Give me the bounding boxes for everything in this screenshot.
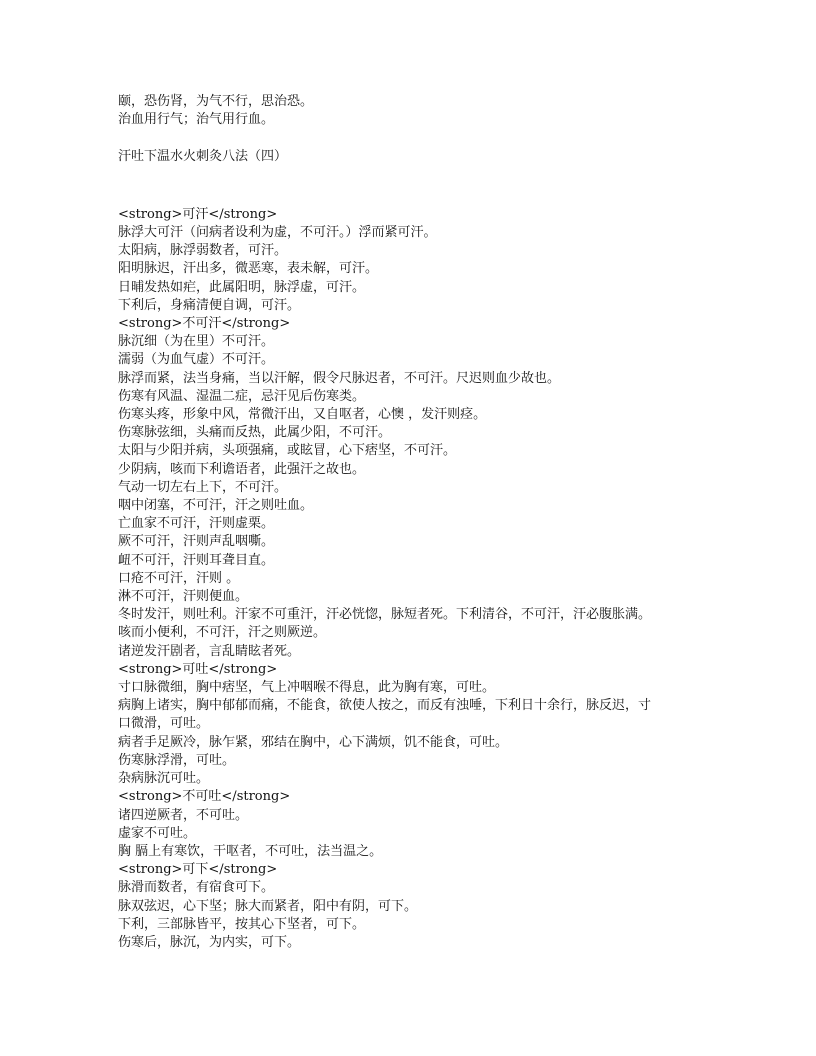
subheading-line: <strong>可吐</strong> — [118, 661, 278, 677]
text-line: 治血用行气；治气用行血。 — [118, 112, 275, 128]
text-line: 口微滑，可吐。 — [118, 716, 210, 732]
text-line: 杂病脉沉可吐。 — [118, 771, 210, 787]
text-line: 脉滑而数者，有宿食可下。 — [118, 880, 275, 896]
text-line: 寸口脉微细，胸中痞坚，气上冲咽喉不得息，此为胸有寒，可吐。 — [118, 680, 496, 696]
subheading-line: <strong>不可汗</strong> — [118, 316, 291, 332]
text-line: 气动一切左右上下，不可汗。 — [118, 479, 288, 495]
text-line: 少阴病，咳而下利谵语者，此强汗之故也。 — [118, 461, 366, 477]
paragraph-gap — [118, 166, 718, 206]
text-line: 淋不可汗，汗则便血。 — [118, 589, 249, 605]
text-line: 濡弱（为血气虚）不可汗。 — [118, 352, 275, 368]
paragraph-gap — [118, 129, 718, 147]
text-line: 脉浮大可汗（问病者设利为虚，不可汗。）浮而紧可汗。 — [118, 225, 437, 240]
text-line: 伤寒后，脉沉，为内实，可下。 — [118, 934, 301, 950]
text-line: 脉浮而紧，法当身痛，当以汗解，假令尺脉迟者，不可汗。尺迟则血少故也。 — [118, 370, 561, 386]
text-line: 亡血家不可汗，汗则虚栗。 — [118, 516, 275, 532]
text-line: 颐，恐伤肾，为气不行，思治恐。 — [118, 94, 314, 109]
text-line: 病胸上诸实，胸中郁郁而痛，不能食，欲使人按之，而反有浊唾，下利日十余行，脉反迟，寸 — [118, 698, 652, 714]
text-line: 脉沉细（为在里）不可汗。 — [118, 334, 275, 350]
text-line: 日晡发热如疟，此属阳明，脉浮虚，可汗。 — [118, 279, 366, 295]
text-line: 咳而小便利，不可汗，汗之则厥逆。 — [118, 625, 327, 641]
text-line: 伤寒有风温、湿温二症，忌汗见后伤寒类。 — [118, 388, 366, 404]
section-title: 汗吐下温水火刺灸八法（四） — [118, 148, 288, 164]
text-line: 诸逆发汗剧者，言乱睛眩者死。 — [118, 643, 301, 659]
text-line: 太阳病，脉浮弱数者，可汗。 — [118, 243, 288, 259]
text-line: 太阳与少阳并病，头项强痛，或眩冒，心下痞坚，不可汗。 — [118, 443, 457, 459]
text-line: 虚家不可吐。 — [118, 825, 197, 841]
text-line: 伤寒脉浮滑，可吐。 — [118, 752, 236, 768]
text-line: 口疮不可汗，汗则 。 — [118, 570, 240, 586]
text-line: 胸 膈上有寒饮，干呕者，不可吐，法当温之。 — [118, 843, 383, 859]
text-line: 阳明脉迟，汗出多，微恶寒，表未解，可汗。 — [118, 261, 379, 277]
text-line: 咽中闭塞，不可汗，汗之则吐血。 — [118, 498, 314, 514]
text-line: 衄不可汗，汗则耳聋目直。 — [118, 552, 275, 568]
subheading-line: <strong>不可吐</strong> — [118, 789, 291, 805]
text-line: 伤寒脉弦细，头痛而反热，此属少阳，不可汗。 — [118, 425, 392, 441]
text-line: 病者手足厥冷，脉乍紧，邪结在胸中，心下满烦，饥不能食，可吐。 — [118, 734, 509, 750]
text-line: 厥不可汗，汗则声乱咽嘶。 — [118, 534, 275, 550]
subheading-line: <strong>可汗</strong> — [118, 206, 278, 222]
text-line: 下利，三部脉皆平，按其心下坚者，可下。 — [118, 916, 366, 932]
text-line: 下利后，身痛清便自调，可汗。 — [118, 297, 301, 313]
text-line: 诸四逆厥者，不可吐。 — [118, 807, 249, 823]
text-line: 伤寒头疼，形象中风，常微汗出，又自呕者，心懊 ，发汗则痉。 — [118, 407, 487, 423]
text-line: 脉双弦迟，心下坚；脉大而紧者，阳中有阴，可下。 — [118, 898, 418, 914]
document-page — [118, 93, 718, 952]
text-line: 冬时发汗，则吐利。汗家不可重汗，汗必恍惚，脉短者死。下利清谷，不可汗，汗必腹胀满。 — [118, 607, 652, 623]
subheading-line: <strong>可下</strong> — [118, 862, 278, 878]
